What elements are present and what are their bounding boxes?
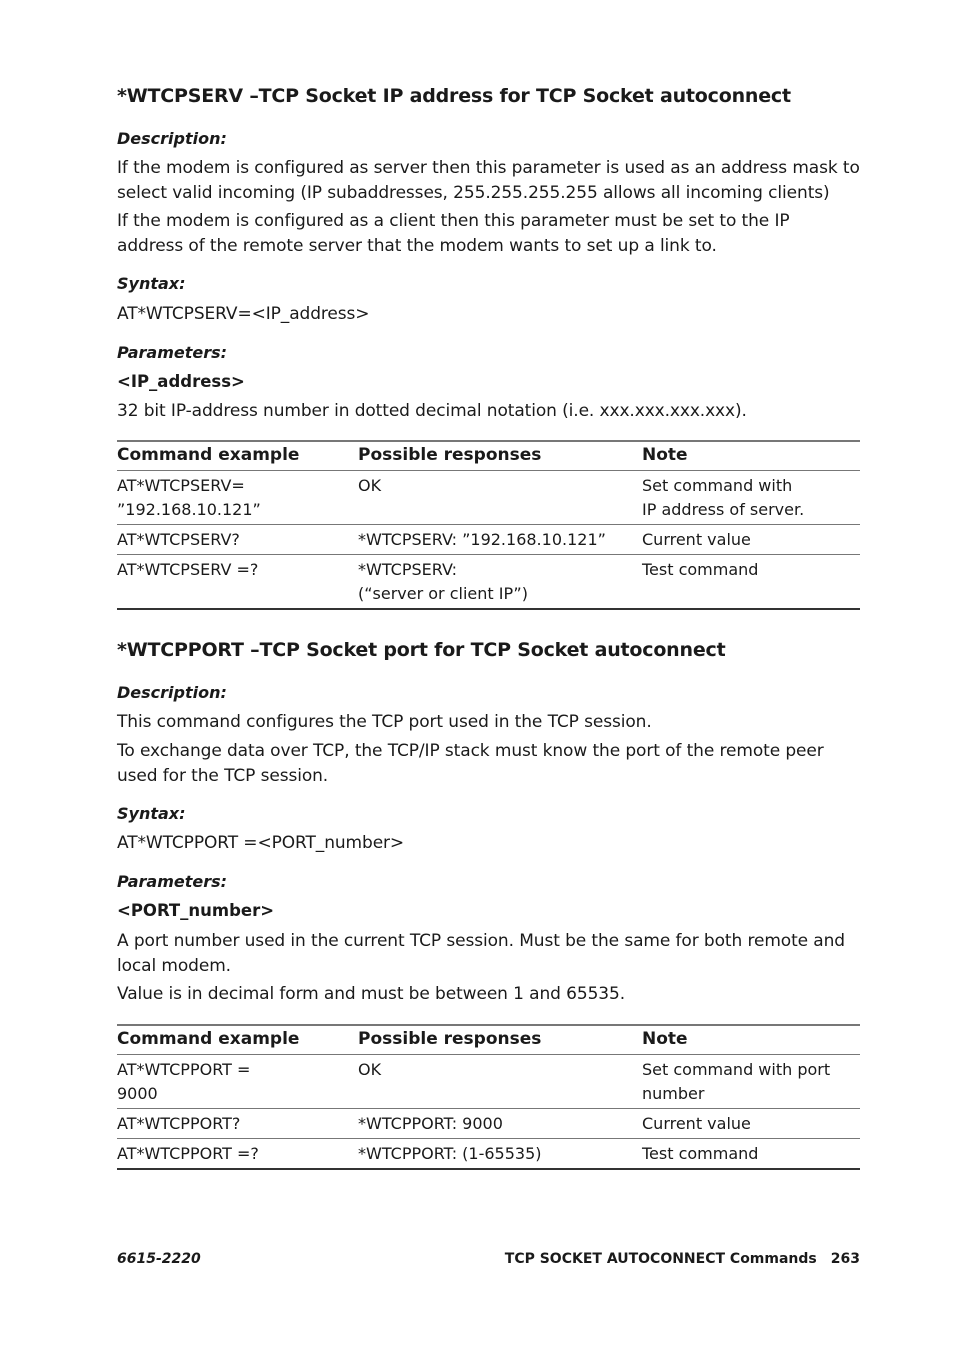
column-header: Possible responses <box>358 1029 542 1049</box>
description-paragraph: If the modem is configured as a client then this parameter must be set to the IP address of the remote server that the modem wants to set up a link to. <box>117 211 790 256</box>
parameter-description: 32 bit IP-address number in dotted decimal notation (i.e. xxx.xxx.xxx.xxx). <box>117 401 747 421</box>
section-title-wtcpport: *WTCPPORT –TCP Socket port for TCP Socket autoconnect <box>117 639 726 661</box>
table-cell: OK <box>358 1055 642 1109</box>
description-label: Description: <box>117 129 227 148</box>
table-row <box>117 1109 860 1139</box>
table-cell: AT*WTCPSERV =? <box>117 555 358 610</box>
table-header-row <box>117 441 860 471</box>
table-cell: Set command with IP address of server. <box>642 471 860 525</box>
table-cell: Set command with port number <box>642 1055 860 1109</box>
column-header: Note <box>642 445 688 465</box>
table-row <box>117 555 860 610</box>
table-row <box>117 471 860 525</box>
parameter-description: Value is in decimal form and must be between 1 and 65535. <box>117 984 626 1004</box>
table-cell: Current value <box>642 525 860 555</box>
syntax-text: AT*WTCPSERV=<IP_address> <box>117 304 370 324</box>
table-row <box>117 1139 860 1170</box>
parameters-label: Parameters: <box>117 343 228 362</box>
column-header: Command example <box>117 445 300 465</box>
syntax-label: Syntax: <box>117 804 186 823</box>
description-label: Description: <box>117 683 227 702</box>
table-cell: Test command <box>642 1139 860 1170</box>
table-row <box>117 525 860 555</box>
column-header: Possible responses <box>358 445 542 465</box>
chapter-title: TCP SOCKET AUTOCONNECT Commands <box>504 1251 817 1267</box>
table-cell: AT*WTCPSERV= ”192.168.10.121” <box>117 471 358 525</box>
column-header: Note <box>642 1029 688 1049</box>
syntax-label: Syntax: <box>117 274 186 293</box>
table-cell: *WTCPPORT: 9000 <box>358 1109 642 1139</box>
parameter-description: A port number used in the current TCP session. Must be the same for both remote and local modem. <box>117 931 845 976</box>
page-footer <box>505 1251 860 1267</box>
table-cell: AT*WTCPPORT = 9000 <box>117 1055 358 1109</box>
parameter-name: <PORT_number> <box>117 901 275 920</box>
section-title-wtcpserv: *WTCPSERV –TCP Socket IP address for TCP Socket autoconnect <box>117 85 791 107</box>
table-cell: AT*WTCPSERV? <box>117 525 358 555</box>
description-paragraph: To exchange data over TCP, the TCP/IP stack must know the port of the remote peer used for the TCP session. <box>117 741 824 786</box>
description-paragraph: If the modem is configured as server then this parameter is used as an address mask to select valid incoming (IP subaddresses, 255.255.255.255 allows all incoming clients) <box>117 158 860 203</box>
table-cell: *WTCPSERV: (“server or client IP”) <box>358 555 642 610</box>
parameter-name: <IP_address> <box>117 372 245 391</box>
table-cell: AT*WTCPPORT? <box>117 1109 358 1139</box>
table-cell: AT*WTCPPORT =? <box>117 1139 358 1170</box>
table-header-row <box>117 1025 860 1055</box>
command-table-wtcpserv <box>117 440 860 610</box>
table-cell: Test command <box>642 555 860 610</box>
table-row <box>117 1055 860 1109</box>
column-header: Command example <box>117 1029 300 1049</box>
parameters-label: Parameters: <box>117 872 228 891</box>
table-cell: Current value <box>642 1109 860 1139</box>
page-number: 263 <box>830 1251 860 1267</box>
command-table-wtcpport <box>117 1024 860 1170</box>
document-number: 6615-2220 <box>117 1251 201 1267</box>
description-paragraph: This command configures the TCP port used in the TCP session. <box>117 712 652 732</box>
table-cell: *WTCPPORT: (1-65535) <box>358 1139 642 1170</box>
syntax-text: AT*WTCPPORT =<PORT_number> <box>117 833 405 853</box>
table-cell: *WTCPSERV: ”192.168.10.121” <box>358 525 642 555</box>
table-cell: OK <box>358 471 642 525</box>
